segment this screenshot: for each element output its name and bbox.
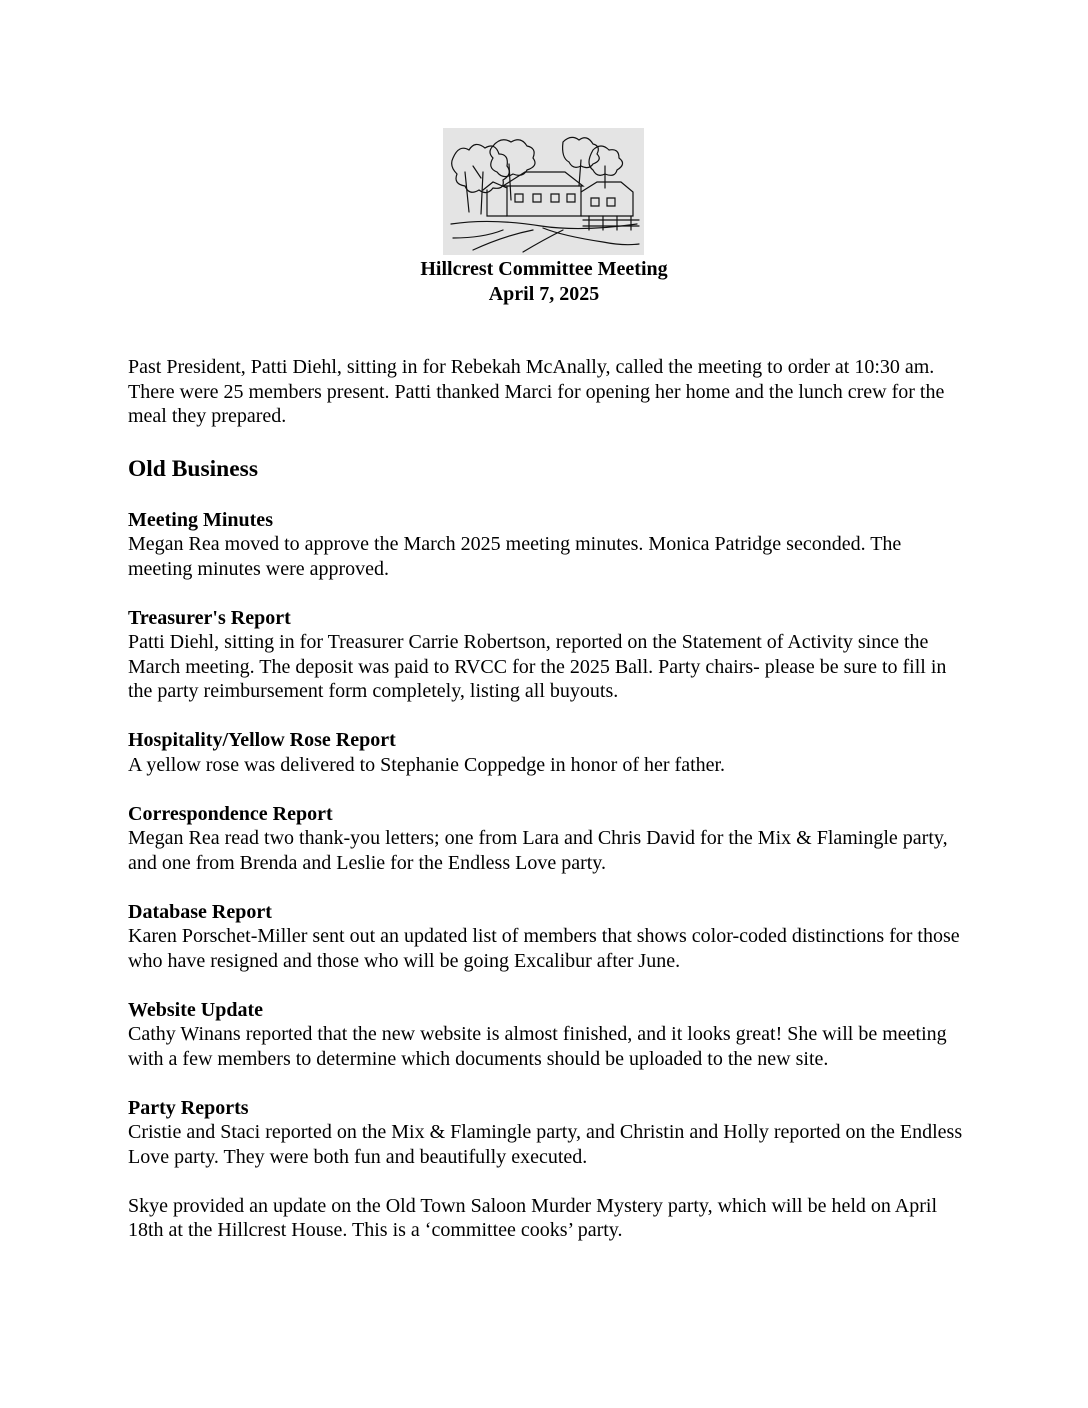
section-body: Megan Rea moved to approve the March 2025 meeting minutes. Monica Patridge seconded. The meeting minutes were approved. xyxy=(128,533,902,580)
section-body: Karen Porschet-Miller sent out an updated list of members that shows color-coded distinctions for those who have resigned and those who will be going Excalibur after June. xyxy=(128,925,960,972)
section-party-reports xyxy=(128,1096,968,1170)
section-treasurers-report xyxy=(128,606,968,704)
section-body: Megan Rea read two thank-you letters; one from Lara and Chris David for the Mix & Flamingle party, and one from Brenda and Leslie for the Endless Love party. xyxy=(128,827,948,874)
section-body: Cristie and Staci reported on the Mix & Flamingle party, and Christin and Holly reported on the Endless Love party. They were both fun and beautifully executed. xyxy=(128,1121,963,1168)
hillcrest-house-sketch-icon xyxy=(443,128,644,255)
section-website-update xyxy=(128,998,968,1072)
meeting-date: April 7, 2025 xyxy=(488,283,600,305)
section-meeting-minutes xyxy=(128,508,968,582)
document-header xyxy=(0,257,1088,307)
section-title: Party Reports xyxy=(128,1096,249,1119)
intro-paragraph: Past President, Patti Diehl, sitting in for Rebekah McAnally, called the meeting to order at 10:30 am. There were 25 members present. Patti thanked Marci for opening her home and the lunch crew for the meal they prepared. xyxy=(128,356,945,427)
section-title: Correspondence Report xyxy=(128,802,333,825)
section-title: Treasurer's Report xyxy=(128,606,291,629)
document-body xyxy=(128,355,968,1243)
section-body: Patti Diehl, sitting in for Treasurer Carrie Robertson, reported on the Statement of Activity since the March meeting. The deposit was paid to RVCC for the 2025 Ball. Party chairs- please be sure to fill in the party reimbursement form completely, listing all buyouts. xyxy=(128,631,947,702)
section-title: Website Update xyxy=(128,998,263,1021)
section-database-report xyxy=(128,900,968,974)
party-update-paragraph: Skye provided an update on the Old Town Saloon Murder Mystery party, which will be held on April 18th at the Hillcrest House. This is a ‘committee cooks’ party. xyxy=(128,1194,938,1241)
section-hospitality-report xyxy=(128,728,968,777)
section-title: Hospitality/Yellow Rose Report xyxy=(128,729,396,751)
section-title: Database Report xyxy=(128,900,272,923)
page-title: Hillcrest Committee Meeting xyxy=(420,258,668,280)
section-title: Meeting Minutes xyxy=(128,508,273,531)
section-correspondence-report xyxy=(128,802,968,876)
section-body: Cathy Winans reported that the new website is almost finished, and it looks great! She will be meeting with a few members to determine which documents should be uploaded to the new site. xyxy=(128,1023,947,1070)
section-body: A yellow rose was delivered to Stephanie Coppedge in honor of her father. xyxy=(128,753,726,776)
old-business-heading: Old Business xyxy=(128,455,258,482)
